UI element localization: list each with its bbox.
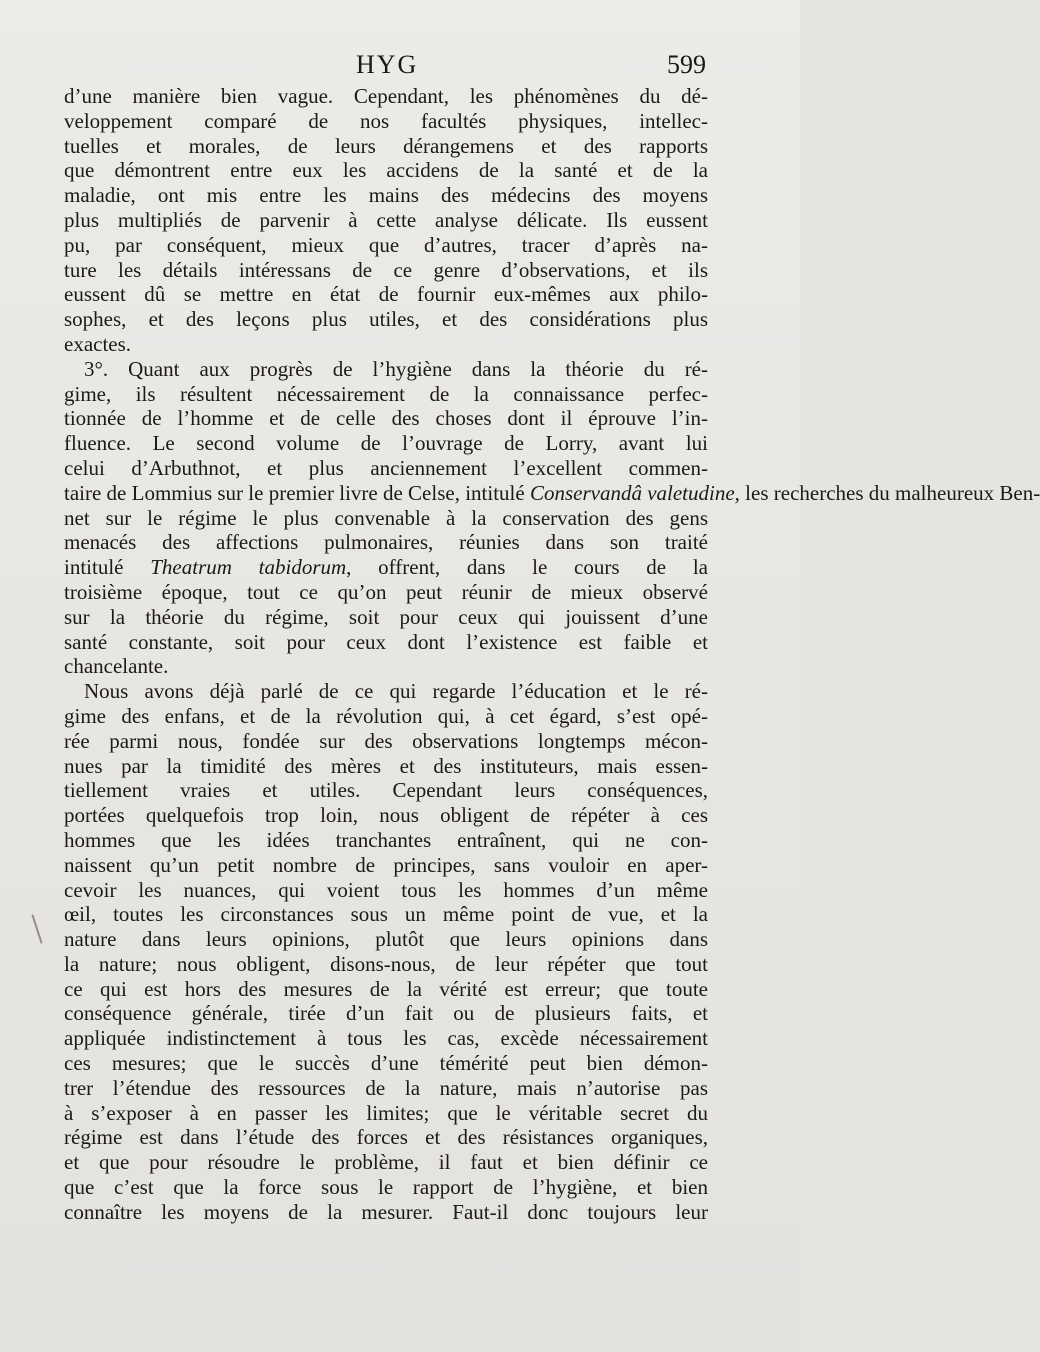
text-line: plus multipliés de parvenir à cette analyse délicate. Ils eussent: [64, 207, 708, 232]
text-line: tiellement vraies et utiles. Cependant leurs conséquences,: [64, 778, 708, 803]
text-line: connaître les moyens de la mesurer. Faut-il donc toujours leur: [64, 1199, 708, 1224]
text-line: œil, toutes les circonstances sous un même point de vue, et la: [64, 902, 708, 927]
text-line: régime est dans l’étude des forces et des résistances organiques,: [64, 1125, 708, 1150]
text-line: tuelles et morales, de leurs dérangemens et des rapports: [64, 133, 708, 158]
text-line: hommes que les idées tranchantes entraînent, qui ne con-: [64, 827, 708, 852]
running-head: [0, 50, 800, 84]
text-line: menacés des affections pulmonaires, réunies dans son traité: [64, 530, 708, 555]
text-line: nues par la timidité des mères et des instituteurs, mais essen-: [64, 753, 708, 778]
text-line: à s’exposer à en passer les limites; que le véritable secret du: [64, 1100, 708, 1125]
text-line: tionnée de l’homme et de celle des choses dont il éprouve l’in-: [64, 406, 708, 431]
text-line: ce qui est hors des mesures de la vérité est erreur; que toute: [64, 976, 708, 1001]
text-line: portées quelquefois trop loin, nous obligent de répéter à ces: [64, 803, 708, 828]
running-head-title: HYG: [356, 50, 419, 79]
text-line: trer l’étendue des ressources de la nature, mais n’autorise pas: [64, 1075, 708, 1100]
text-line: 3°. Quant aux progrès de l’hygiène dans la théorie du ré-: [84, 356, 708, 381]
body-text: [64, 84, 1040, 1225]
text-line: chancelante.: [64, 654, 169, 679]
text-line: ces mesures; que le succès d’une témérité peut bien démon-: [64, 1051, 708, 1076]
text-line: troisième époque, tout ce qu’on peut réunir de mieux observé: [64, 579, 708, 604]
text-segment: , offrent, dans le cours de la: [346, 555, 708, 580]
text-segment: intitulé: [64, 555, 151, 580]
text-segment: , les recherches du malheureux Ben-: [734, 480, 1040, 505]
text-line: Nous avons déjà parlé de ce qui regarde l’éducation et le ré-: [84, 679, 708, 704]
text-line: santé constante, soit pour ceux dont l’existence est faible et: [64, 629, 708, 654]
text-line: veloppement comparé de nos facultés physiques, intellec-: [64, 108, 708, 133]
margin-pencil-mark: [31, 914, 42, 943]
text-line: appliquée indistinctement à tous les cas, excède nécessairement: [64, 1026, 708, 1051]
text-line: exactes.: [64, 331, 132, 356]
text-line: celui d’Arbuthnot, et plus anciennement l’excellent commen-: [64, 455, 708, 480]
text-line: net sur le régime le plus convenable à la conservation des gens: [64, 505, 708, 530]
text-line: maladie, ont mis entre les mains des médecins des moyens: [64, 183, 708, 208]
text-line: [64, 480, 1040, 506]
text-line: gime des enfans, et de la révolution qui, à cet égard, s’est opé-: [64, 703, 708, 728]
text-line: fluence. Le second volume de l’ouvrage de Lorry, avant lui: [64, 431, 708, 456]
text-line: d’une manière bien vague. Cependant, les phénomènes du dé-: [64, 84, 708, 108]
text-line: eussent dû se mettre en état de fournir eux-mêmes aux philo-: [64, 282, 708, 307]
text-line: sophes, et des leçons plus utiles, et des considérations plus: [64, 307, 708, 332]
text-line: que c’est que la force sous le rapport de l’hygiène, et bien: [64, 1175, 708, 1200]
text-line: la nature; nous obligent, disons-nous, de leur répéter que tout: [64, 951, 708, 976]
italic-title: Theatrum tabidorum: [150, 555, 347, 580]
text-line: naissent qu’un petit nombre de principes, sans vouloir en aper-: [64, 852, 708, 877]
page-number: 599: [667, 50, 706, 79]
italic-title: Conservandâ valetudine: [529, 480, 735, 505]
text-line: rée parmi nous, fondée sur des observations longtemps mécon-: [64, 728, 708, 753]
text-line: pu, par conséquent, mieux que d’autres, tracer d’après na-: [64, 232, 708, 257]
text-line: gime, ils résultent nécessairement de la connaissance perfec-: [64, 381, 708, 406]
text-line: sur la théorie du régime, soit pour ceux qui jouissent d’une: [64, 604, 708, 629]
text-line: cevoir les nuances, qui voient tous les hommes d’un même: [64, 877, 708, 902]
text-segment: taire de Lommius sur le premier livre de Celse, intitulé: [64, 480, 530, 505]
text-line: conséquence générale, tirée d’un fait ou de plusieurs faits, et: [64, 1001, 708, 1026]
text-line: que démontrent entre eux les accidens de la santé et de la: [64, 158, 708, 183]
text-line: [64, 555, 708, 580]
text-line: nature dans leurs opinions, plutôt que leurs opinions dans: [64, 927, 708, 952]
text-line: et que pour résoudre le problème, il faut et bien définir ce: [64, 1150, 708, 1175]
text-line: ture les détails intéressans de ce genre d’observations, et ils: [64, 257, 708, 282]
